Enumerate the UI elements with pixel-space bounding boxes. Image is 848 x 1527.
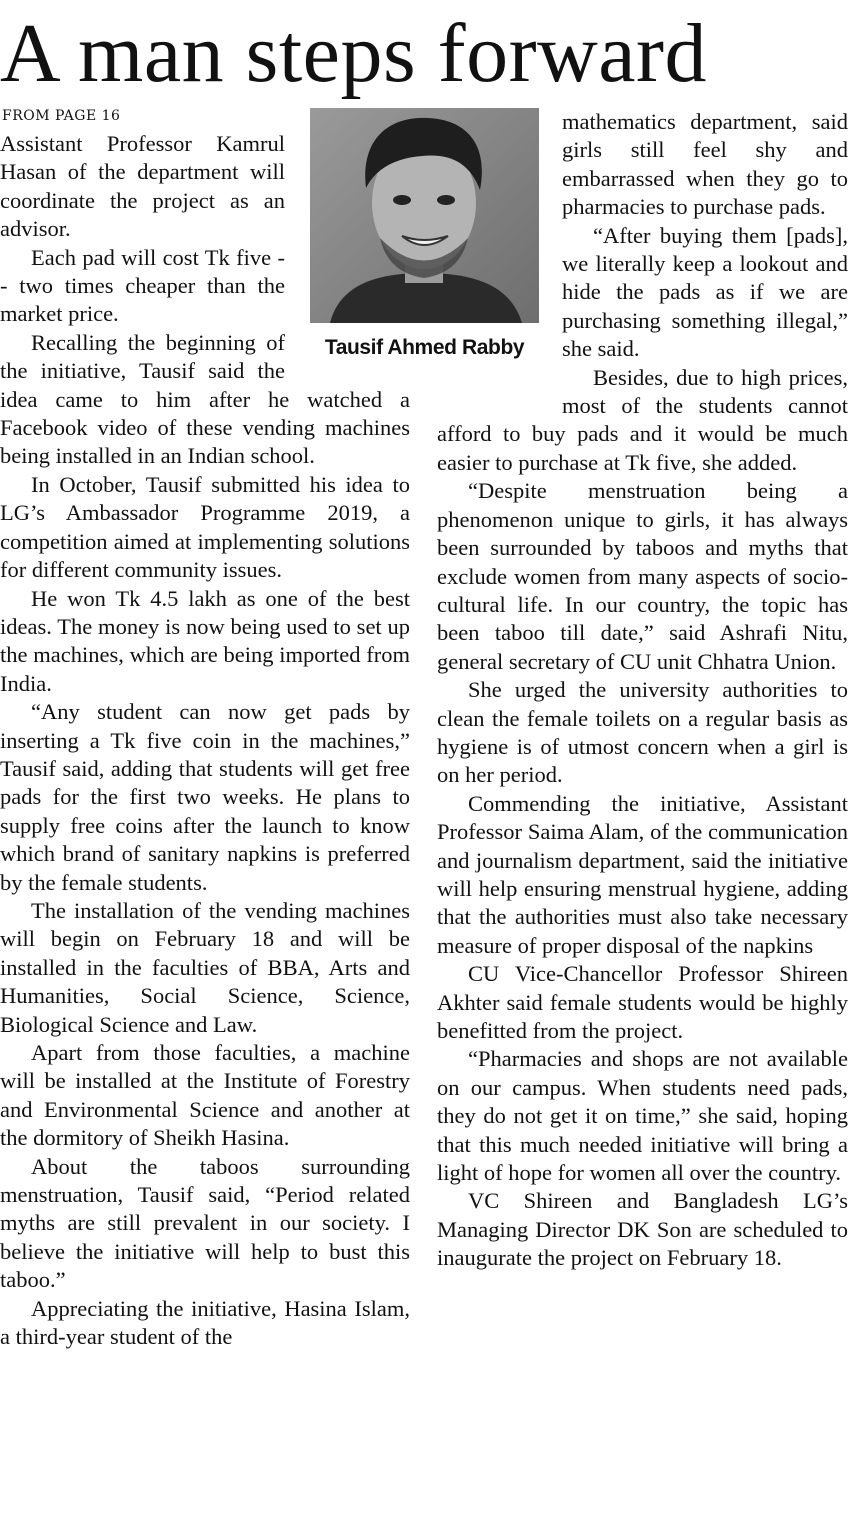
paragraph: VC Shireen and Bangladesh LG’s Managing Director DK Son are scheduled to inaugurate the project on February 18. [437,1188,848,1271]
paragraph: Apart from those faculties, a machine will be installed at the Institute of Forestry and Environmental Science and another at the dormitory of Sheikh Hasina. [0,1040,410,1151]
photo-caption: Tausif Ahmed Rabby [324,336,525,359]
paragraph: “Any student can now get pads by inserting a Tk five coin in the machines,” Tausif said, adding that students will get free pads for the first two weeks. He plans to supply free coins after the launch to know which brand of sanitary napkins is preferred by the female students. [0,699,410,895]
article-column-2 [437,108,848,1273]
paragraph: “Pharmacies and shops are not available on our campus. When students need pads, they do not get it on time,” she said, hoping that this much needed initiative will bring a light of hope for women all over the country. [437,1046,848,1186]
paragraph: Each pad will cost Tk five -- two times cheaper than the market price. [0,244,285,327]
paragraph: “Despite menstruation being a phenomenon unique to girls, it has always been surrounded by taboos and myths that exclude women from many aspects of socio-cultural life. In our country, the topic has been taboo till date,” said Ashrafi Nitu, general secretary of CU unit Chhatra Union. [437,478,848,674]
paragraph: “After buying them [pads], we literally keep a lookout and hide the pads as if we are purchasing something illegal,” she said. [562,222,848,362]
paragraph: In October, Tausif submitted his idea to LG’s Ambassador Programme 2019, a competition aimed at implementing solutions for different community issues. [0,471,410,583]
paragraph: Appreciating the initiative, Hasina Islam, a third-year student of the [0,1295,410,1350]
paragraph: Besides, due to high prices, most of the students cannot afford to buy pads and it would be much easier to purchase at Tk five, she added. [437,364,848,475]
paragraph: mathematics department, said girls still feel shy and embarrassed when they go to pharmacies to purchase pads. [562,109,848,220]
paragraph: Commending the initiative, Assistant Professor Saima Alam, of the communication and journalism department, said the initiative will help ensuring menstrual hygiene, adding that the authorities must also take necessary measure of proper disposal of the napkins [437,790,848,958]
paragraph: CU Vice-Chancellor Professor Shireen Akhter said female students would be highly benefitted from the project. [437,961,848,1043]
headline: A man steps forward [0,7,708,100]
paragraph: The installation of the vending machines will begin on February 18 and will be installed in the faculties of BBA, Arts and Humanities, Social Science, Science, Biological Science and Law. [0,897,410,1037]
paragraph: She urged the university authorities to clean the female toilets on a regular basis as hygiene is of utmost concern when a girl is on her period. [437,677,848,788]
jump-line: FROM PAGE 16 [2,108,121,124]
article-column-1 [0,130,410,1351]
paragraph: He won Tk 4.5 lakh as one of the best ideas. The money is now being used to set up the machines, which are being imported from India. [0,585,410,696]
paragraph: About the taboos surrounding menstruation, Tausif said, “Period related myths are still prevalent in our society. I believe the initiative will help to bust this taboo.” [0,1153,410,1293]
paragraph: Recalling the beginning of the initiative, Tausif said the idea came to him after he watched a Facebook video of these vending machines being installed in an Indian school. [0,329,410,469]
paragraph: Assistant Professor Kamrul Hasan of the department will coordinate the project as an advisor. [0,131,285,242]
